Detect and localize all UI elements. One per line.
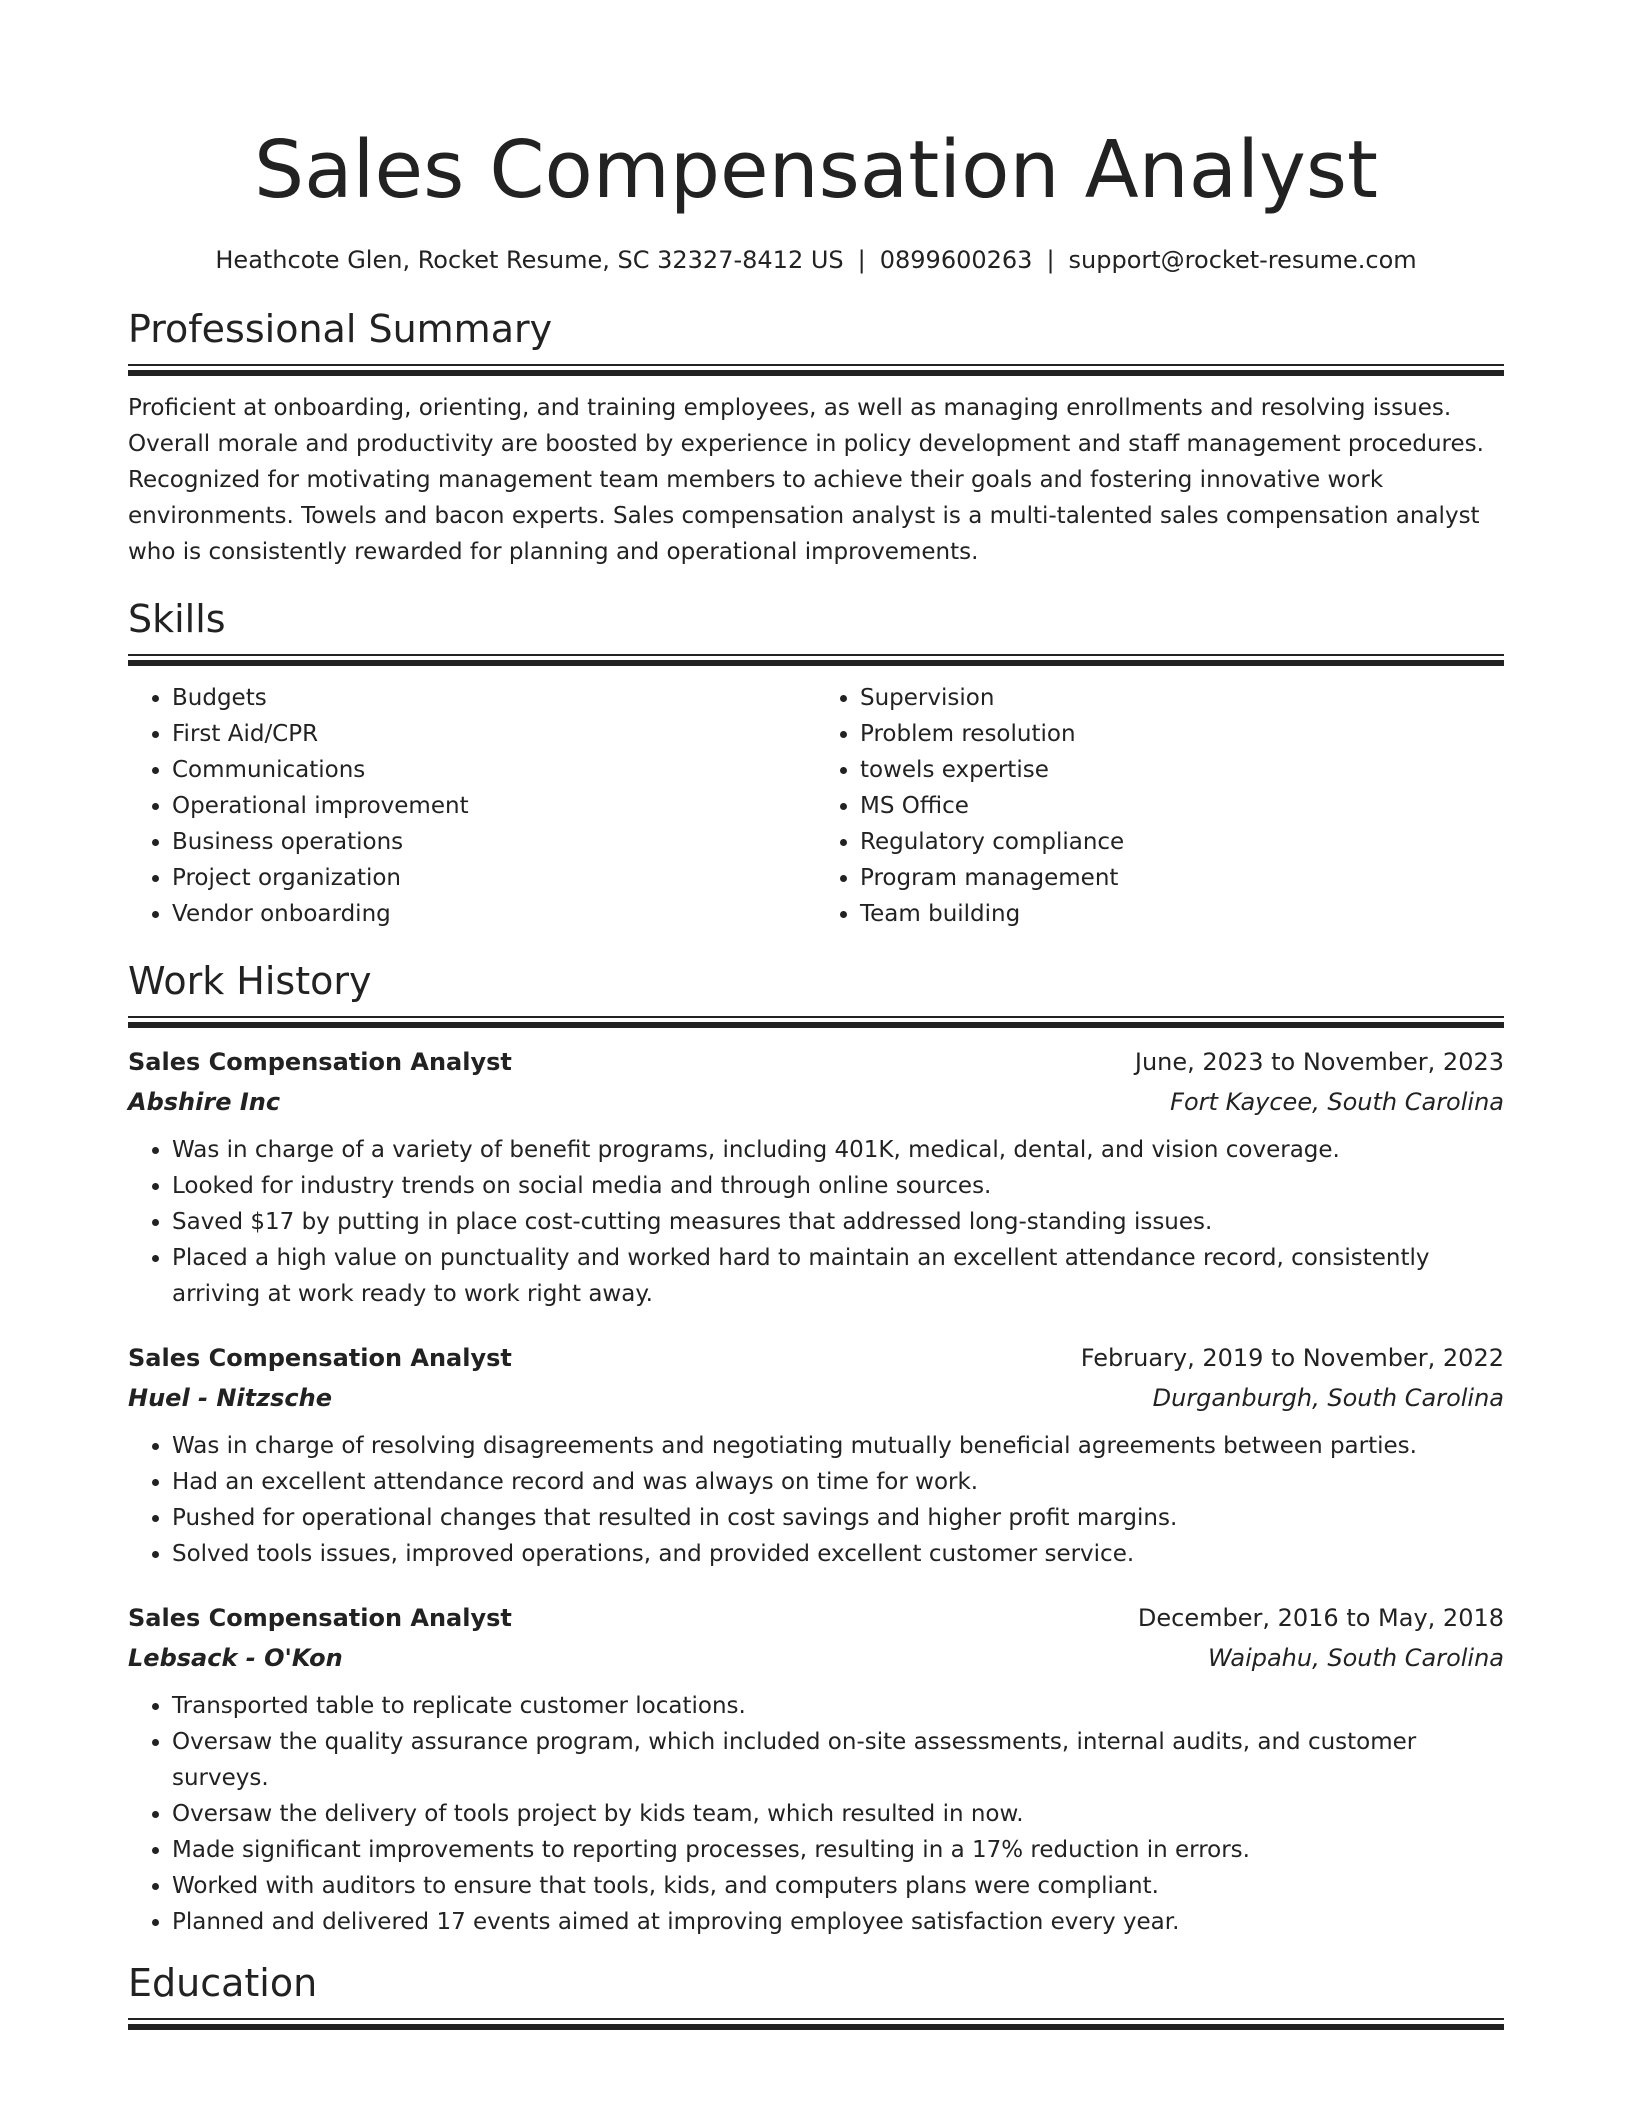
job-company-row xyxy=(128,1378,1504,1418)
job-header-row xyxy=(128,1598,1504,1638)
skill-item: • Problem resolution xyxy=(860,716,1504,752)
skill-item: • Operational improvement xyxy=(172,788,816,824)
contact-address: Heathcote Glen, Rocket Resume, SC 32327-8412 US xyxy=(215,246,844,274)
job-bullet: • Oversaw the delivery of tools project by kids team, which resulted in now. xyxy=(172,1796,1504,1832)
job-bullet: • Oversaw the quality assurance program, which included on-site assessments, internal audits, and customer surveys. xyxy=(172,1724,1504,1796)
job-bullet: • Made significant improvements to reporting processes, resulting in a 17% reduction in errors. xyxy=(172,1832,1504,1868)
job-entry xyxy=(128,1338,1504,1572)
job-bullet: • Placed a high value on punctuality and worked hard to maintain an excellent attendance record, consistently arriving at work ready to work right away. xyxy=(172,1240,1504,1312)
job-title: Sales Compensation Analyst xyxy=(128,1048,512,1076)
job-bullet: • Was in charge of a variety of benefit programs, including 401K, medical, dental, and vision coverage. xyxy=(172,1132,1504,1168)
skill-item: • Vendor onboarding xyxy=(172,896,816,932)
job-bullet: • Was in charge of resolving disagreements and negotiating mutually beneficial agreements between parties. xyxy=(172,1428,1504,1464)
job-company: Lebsack - O'Kon xyxy=(128,1644,343,1672)
skill-item: • towels expertise xyxy=(860,752,1504,788)
job-location: Durganburgh, South Carolina xyxy=(1152,1384,1504,1412)
job-company-row xyxy=(128,1638,1504,1678)
contact-line xyxy=(128,244,1504,276)
skill-item: • Team building xyxy=(860,896,1504,932)
skill-item: • Regulatory compliance xyxy=(860,824,1504,860)
section-divider xyxy=(128,364,1504,376)
job-dates: February, 2019 to November, 2022 xyxy=(1080,1344,1504,1372)
job-entry xyxy=(128,1042,1504,1312)
skills-columns xyxy=(128,680,1504,932)
job-title: Sales Compensation Analyst xyxy=(128,1344,512,1372)
contact-separator: | xyxy=(1046,246,1055,274)
section-title-summary: Professional Summary xyxy=(128,307,553,351)
job-bullet: • Worked with auditors to ensure that tools, kids, and computers plans were compliant. xyxy=(172,1868,1504,1904)
job-bullets xyxy=(128,1428,1504,1572)
job-bullet: • Looked for industry trends on social media and through online sources. xyxy=(172,1168,1504,1204)
job-bullet: • Saved $17 by putting in place cost-cutting measures that addressed long-standing issues. xyxy=(172,1204,1504,1240)
resume-name: Sales Compensation Analyst xyxy=(253,124,1378,216)
skills-section xyxy=(128,596,1504,932)
skill-item: • Communications xyxy=(172,752,816,788)
section-divider xyxy=(128,1016,1504,1028)
skill-item: • Supervision xyxy=(860,680,1504,716)
contact-phone: 0899600263 xyxy=(879,246,1033,274)
job-bullets xyxy=(128,1688,1504,1940)
job-bullet: • Planned and delivered 17 events aimed at improving employee satisfaction every year. xyxy=(172,1904,1504,1940)
summary-section xyxy=(128,306,1504,570)
skills-list-left xyxy=(128,680,816,932)
section-divider xyxy=(128,654,1504,666)
contact-email: support@rocket-resume.com xyxy=(1068,246,1417,274)
job-header-row xyxy=(128,1338,1504,1378)
job-title: Sales Compensation Analyst xyxy=(128,1604,512,1632)
skill-item: • Business operations xyxy=(172,824,816,860)
skill-item: • Program management xyxy=(860,860,1504,896)
job-bullet: • Had an excellent attendance record and was always on time for work. xyxy=(172,1464,1504,1500)
work-section xyxy=(128,958,1504,1940)
skill-item: • MS Office xyxy=(860,788,1504,824)
job-dates: June, 2023 to November, 2023 xyxy=(1134,1048,1504,1076)
job-company: Abshire Inc xyxy=(128,1088,281,1116)
job-bullet: • Transported table to replicate customer locations. xyxy=(172,1688,1504,1724)
skill-item: • First Aid/CPR xyxy=(172,716,816,752)
education-section xyxy=(128,1960,1504,2030)
skills-list-right xyxy=(816,680,1504,932)
job-dates: December, 2016 to May, 2018 xyxy=(1137,1604,1504,1632)
job-company: Huel - Nitzsche xyxy=(128,1384,332,1412)
job-bullet: • Solved tools issues, improved operations, and provided excellent customer service. xyxy=(172,1536,1504,1572)
section-title-skills: Skills xyxy=(128,597,226,641)
job-location: Waipahu, South Carolina xyxy=(1207,1644,1504,1672)
job-location: Fort Kaycee, South Carolina xyxy=(1170,1088,1504,1116)
job-bullets xyxy=(128,1132,1504,1312)
skill-item: • Project organization xyxy=(172,860,816,896)
summary-text: Proficient at onboarding, orienting, and training employees, as well as managing enrollments and resolving issues. Overall morale and productivity are boosted by experience in policy development and staff management procedures. Recognized for motivating management team members to achieve their goals and fostering innovative work environments. Towels and bacon experts. Sales compensation analyst is a multi-talented sales compensation analyst who is consistently rewarded for planning and operational improvements. xyxy=(128,395,1484,565)
section-divider xyxy=(128,2018,1504,2030)
job-header-row xyxy=(128,1042,1504,1082)
job-company-row xyxy=(128,1082,1504,1122)
skill-item: • Budgets xyxy=(172,680,816,716)
section-title-education: Education xyxy=(128,1961,318,2005)
job-bullet: • Pushed for operational changes that resulted in cost savings and higher profit margins. xyxy=(172,1500,1504,1536)
job-entry xyxy=(128,1598,1504,1940)
contact-separator: | xyxy=(857,246,866,274)
section-title-work: Work History xyxy=(128,959,372,1003)
